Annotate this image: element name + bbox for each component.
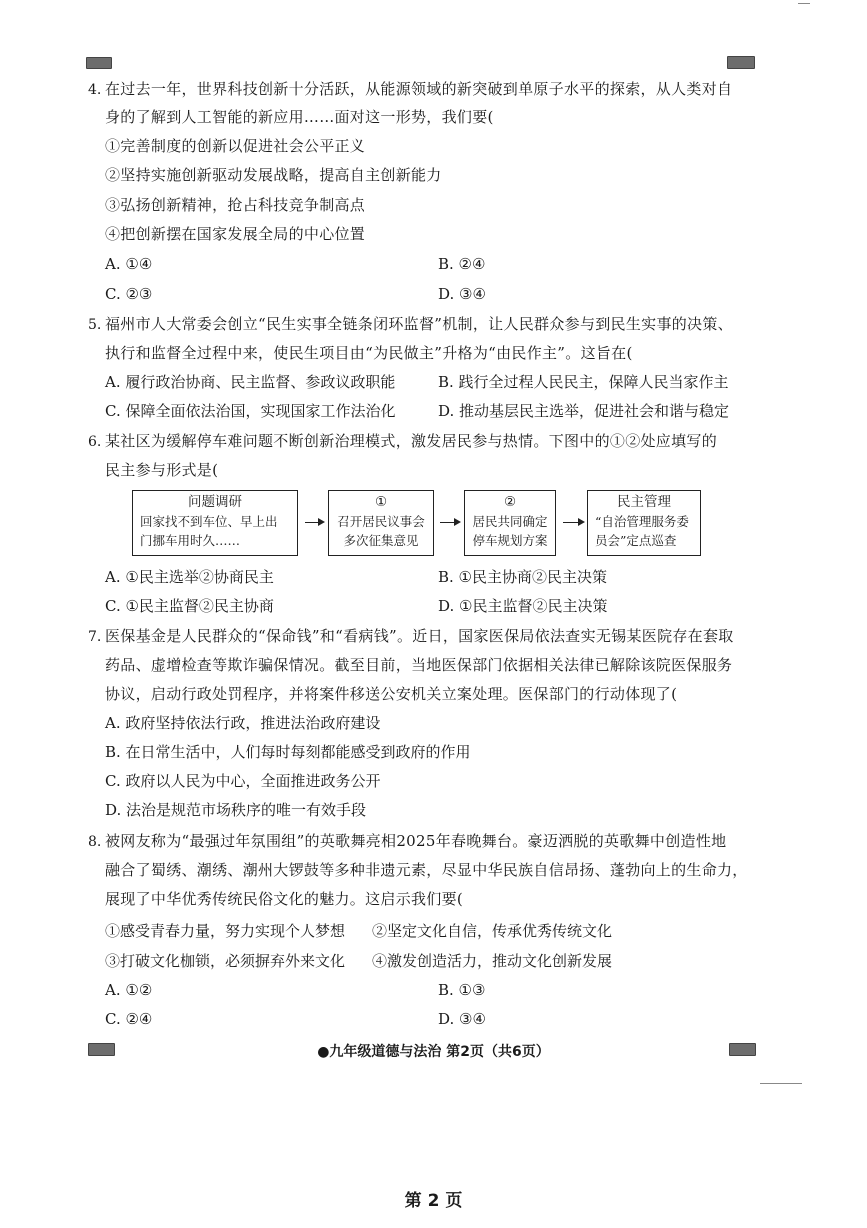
question-4-item: ①完善制度的创新以促进社会公平正义 xyxy=(105,137,366,155)
scan-artifact xyxy=(798,3,810,4)
flow-box-title: 问题调研 xyxy=(188,494,242,510)
registration-mark-top-right xyxy=(727,56,755,69)
question-8-item-1: ①感受青春力量，努力实现个人梦想 xyxy=(105,922,346,940)
question-4-stem: 身的了解到人工智能的新应用……面对这一形势，我们要( xyxy=(105,108,494,126)
question-4-item: ③弘扬创新精神，抢占科技竞争制高点 xyxy=(105,196,366,214)
question-5-stem: 执行和监督全过程中来，使民生项目由“为民做主”升格为“由民作主”。这旨在( xyxy=(105,344,633,362)
flow-box-text: 回家找不到车位、早上出 xyxy=(140,514,278,529)
question-7-option-d[interactable]: D. 法治是规范市场秩序的唯一有效手段 xyxy=(105,801,367,819)
flow-box-title: ② xyxy=(503,494,517,510)
question-6-option-d[interactable]: D. ①民主监督②民主决策 xyxy=(438,597,608,615)
question-6-stem: 民主参与形式是( xyxy=(105,461,219,479)
question-8-item-2: ②坚定文化自信，传承优秀传统文化 xyxy=(372,922,613,940)
question-7-option-a[interactable]: A. 政府坚持依法行政，推进法治政府建设 xyxy=(105,714,381,732)
page-footer: ●九年级道德与法治 第2页（共6页） xyxy=(317,1044,550,1060)
question-5-option-d[interactable]: D. 推动基层民主选举，促进社会和谐与稳定 xyxy=(438,402,730,420)
flow-box-democratic-management xyxy=(587,490,701,556)
question-8-option-b[interactable]: B. ①③ xyxy=(438,981,486,999)
flow-box-text: “自治管理服务委 xyxy=(595,514,689,529)
question-8-item-3: ③打破文化枷锁，必须摒弃外来文化 xyxy=(105,952,346,970)
flow-arrow xyxy=(305,522,323,523)
question-4-option-b[interactable]: B. ②④ xyxy=(438,255,486,273)
question-6-stem: 某社区为缓解停车难问题不断创新治理模式，激发居民参与热情。下图中的①②处应填写的 xyxy=(105,432,718,450)
flow-box-text: 门挪车用时久…… xyxy=(140,533,241,548)
question-7-stem: 协议，启动行政处罚程序，并将案件移送公安机关立案处理。医保部门的行动体现了( xyxy=(105,685,678,703)
flow-box-blank-1 xyxy=(328,490,434,556)
question-8-option-c[interactable]: C. ②④ xyxy=(105,1010,153,1028)
question-4-option-a[interactable]: A. ①④ xyxy=(105,255,153,273)
question-4-number: 4. xyxy=(88,82,102,98)
question-8-stem: 被网友称为“最强过年氛围组”的英歌舞亮相2025年春晚舞台。豪迈洒脱的英歌舞中创造性地 xyxy=(105,832,727,850)
flow-arrow xyxy=(440,522,459,523)
question-4-option-c[interactable]: C. ②③ xyxy=(105,285,153,303)
question-8-stem: 展现了中华优秀传统民俗文化的魅力。这启示我们要( xyxy=(105,890,464,908)
question-8-stem: 融合了蜀绣、潮绣、潮州大锣鼓等多种非遗元素，尽显中华民族自信昂扬、蓬勃向上的生命力， xyxy=(105,861,748,879)
question-5-option-b[interactable]: B. 践行全过程人民民主，保障人民当家作主 xyxy=(438,373,729,391)
question-7-option-c[interactable]: C. 政府以人民为中心，全面推进政务公开 xyxy=(105,772,381,790)
question-4-option-d[interactable]: D. ③④ xyxy=(438,285,486,303)
flow-box-text: 居民共同确定 xyxy=(472,514,548,529)
question-6-option-b[interactable]: B. ①民主协商②民主决策 xyxy=(438,568,608,586)
page-number: 第 2 页 xyxy=(404,1191,463,1211)
question-6-option-c[interactable]: C. ①民主监督②民主协商 xyxy=(105,597,274,615)
question-7-option-b[interactable]: B. 在日常生活中，人们每时每刻都能感受到政府的作用 xyxy=(105,743,471,761)
question-5-option-c[interactable]: C. 保障全面依法治国，实现国家工作法治化 xyxy=(105,402,396,420)
question-8-option-a[interactable]: A. ①② xyxy=(105,981,153,999)
flow-box-problem-research xyxy=(132,490,298,556)
flow-box-title: ① xyxy=(374,494,388,510)
flow-arrow xyxy=(563,522,583,523)
flow-box-title: 民主管理 xyxy=(617,494,671,510)
question-7-number: 7. xyxy=(88,629,102,645)
question-7-stem: 药品、虚增检查等欺诈骗保情况。截至目前，当地医保部门依据相关法律已解除该院医保服务 xyxy=(105,656,733,674)
question-5-number: 5. xyxy=(88,317,102,333)
flow-box-text: 停车规划方案 xyxy=(472,533,548,548)
question-6-option-a[interactable]: A. ①民主选举②协商民主 xyxy=(105,568,274,586)
question-8-option-d[interactable]: D. ③④ xyxy=(438,1010,486,1028)
question-6-number: 6. xyxy=(88,434,102,450)
question-4-stem: 在过去一年，世界科技创新十分活跃，从能源领域的新突破到单原子水平的探索，从人类对自 xyxy=(105,80,733,98)
registration-mark-top-left xyxy=(86,57,112,69)
flow-box-text: 员会”定点巡查 xyxy=(595,533,677,548)
question-5-stem: 福州市人大常委会创立“民生实事全链条闭环监督”机制，让人民群众参与到民生实事的决策、 xyxy=(105,315,733,333)
question-8-item-4: ④激发创造活力，推动文化创新发展 xyxy=(372,952,613,970)
flow-box-text: 多次征集意见 xyxy=(343,533,419,548)
question-4-item: ④把创新摆在国家发展全局的中心位置 xyxy=(105,225,366,243)
scan-artifact xyxy=(760,1083,802,1084)
flow-box-text: 召开居民议事会 xyxy=(337,514,425,529)
question-4-item: ②坚持实施创新驱动发展战略，提高自主创新能力 xyxy=(105,166,442,184)
flow-box-blank-2 xyxy=(464,490,556,556)
question-7-stem: 医保基金是人民群众的“保命钱”和“看病钱”。近日，国家医保局依法查实无锡某医院存在套取 xyxy=(105,627,734,645)
question-8-number: 8. xyxy=(88,834,102,850)
question-5-option-a[interactable]: A. 履行政治协商、民主监督、参政议政职能 xyxy=(105,373,396,391)
